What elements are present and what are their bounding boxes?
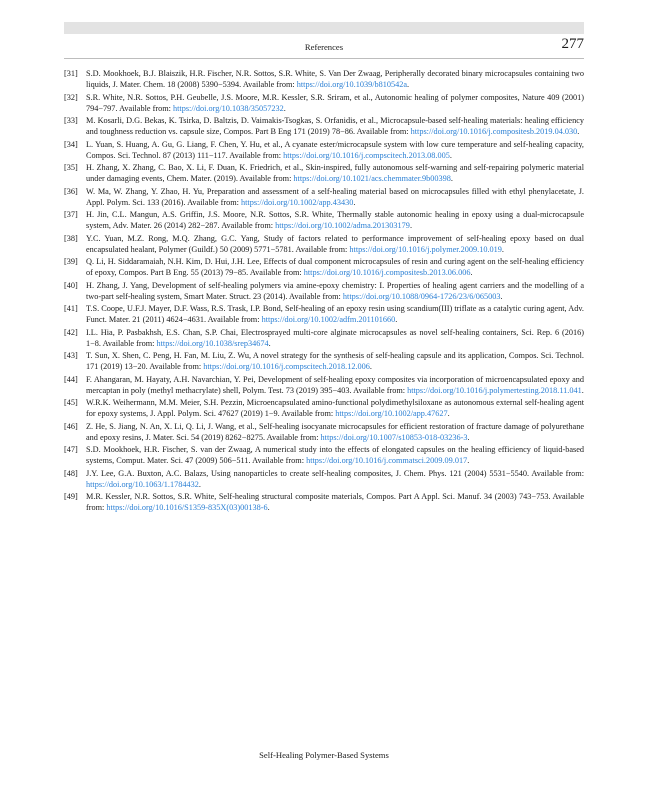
reference-item [64, 421, 584, 443]
header-band [64, 22, 584, 34]
reference-tail: . [268, 338, 271, 348]
reference-tail: . [470, 268, 473, 277]
reference-text: H. Zhang, X. Zhang, C. Bao, X. Li, F. Duan, K. Friedrich, et al., Skin-inspired, fully autonomous self-warning and self-repairing polymeric material under damaging events, Chem. Mater. (2019). Available from: [86, 163, 584, 183]
doi-link[interactable]: https://doi.org/10.1002/adma.201303179 [275, 221, 410, 230]
reference-text: F. Ahangaran, M. Hayaty, A.H. Navarchian, Y. Pei, Development of self-healing epoxy composites via incorporation of microencapsulated epoxy and mercaptan in poly (methyl methacrylate) shell, Polym. Test. 73 (2019) 395−403. Available from: [86, 374, 584, 395]
reference-tail: . [353, 197, 356, 207]
doi-link[interactable]: https://doi.org/10.1038/srep34674 [156, 338, 269, 348]
reference-tail: . [500, 291, 503, 301]
reference-text: S.D. Mookhoek, H.R. Fischer, S. van der Zwaag, A numerical study into the effects of elongated capsules on the healing efficiency of liquid-based systems, Comput. Mater. Sci. 47 (2009) 506−511. Available from: [86, 445, 584, 465]
reference-item [64, 303, 584, 325]
reference-text: Z. He, S. Jiang, N. An, X. Li, Q. Li, J. Wang, et al., Self-healing isocyanate microcapsules for efficient restoration of fracture damage of polyurethane and epoxy resins, J. Mater. Sci. 54 (2019) 8262−8275. Available from: [86, 421, 584, 442]
reference-tail: . [467, 432, 470, 442]
reference-number: [47] [64, 445, 78, 454]
reference-tail: . [447, 409, 450, 418]
reference-tail: . [267, 503, 270, 512]
reference-item [64, 115, 584, 137]
reference-item [64, 233, 584, 255]
reference-text: J.Y. Lee, G.A. Buxton, A.C. Balazs, Using nanoparticles to create self-healing composites, J. Chem. Phys. 121 (2004) 5531−5540. Available from: [86, 468, 584, 478]
doi-link[interactable]: https://doi.org/10.1016/j.compositesb.2013.06.006 [303, 268, 471, 277]
reference-text: W.R.K. Weihermann, M.M. Meier, S.H. Pezzin, Microencapsulated amino-functional polydimethylsiloxane as autonomous external self-healing agent for epoxy systems, J. Appl. Polym. Sci. 47627 (2019) 1−9. Available from: [86, 398, 584, 418]
reference-text: H. Jin, C.L. Mangun, A.S. Griffin, J.S. Moore, N.R. Sottos, S.R. White, Thermally stable autonomic healing in epoxy using a dual-microcapsule system, Adv. Mater. 26 (2014) 282−287. Available from: [86, 210, 584, 230]
reference-text: S.D. Mookhoek, B.J. Blaiszik, H.R. Fischer, N.R. Sottos, S.R. White, S. Van Der Zwaag, Peripherally decorated binary microcapsules containing two liquids, J. Mater. Chem. 18 (2008) 5390−5394. Available from: [86, 69, 584, 89]
reference-tail: . [409, 221, 412, 230]
reference-item [64, 350, 584, 372]
doi-link[interactable]: https://doi.org/10.1002/app.47627 [335, 409, 448, 418]
doi-link[interactable]: https://doi.org/10.1002/adfm.201101660 [261, 315, 396, 324]
reference-tail: . [467, 456, 470, 465]
reference-number: [36] [64, 186, 78, 196]
running-footer: Self-Healing Polymer-Based Systems [259, 750, 389, 760]
reference-number: [44] [64, 374, 78, 384]
reference-tail: . [581, 385, 584, 395]
reference-number: [31] [64, 69, 78, 78]
reference-number: [41] [64, 304, 78, 313]
reference-tail: . [501, 244, 504, 254]
reference-item [64, 468, 584, 490]
reference-number: [35] [64, 163, 78, 172]
reference-item [64, 374, 584, 396]
reference-number: [46] [64, 421, 78, 431]
page-number: 277 [561, 36, 584, 52]
reference-text: Y.C. Yuan, M.Z. Rong, M.Q. Zhang, G.C. Yang, Study of factors related to performance improvement of self-healing epoxy based on dual encapsulated healant, Polymer (Guildf.) 50 (2009) 5771−5781. Available from: [86, 233, 584, 254]
reference-number: [37] [64, 210, 78, 219]
reference-text: H. Zhang, J. Yang, Development of self-healing polymers via amine-epoxy chemistry: I. Properties of healing agent carriers and the modelling of a two-part self-healing system, Smart Mater. Struct. 23 (2014). Available from: [86, 280, 584, 301]
reference-number: [49] [64, 492, 78, 501]
reference-item [64, 280, 584, 302]
reference-item [64, 209, 584, 231]
reference-item [64, 139, 584, 161]
reference-item [64, 491, 584, 513]
reference-number: [33] [64, 116, 78, 125]
reference-tail: . [577, 127, 580, 136]
reference-item [64, 186, 584, 208]
reference-item [64, 92, 584, 114]
running-title: References [304, 42, 344, 52]
doi-link[interactable]: https://doi.org/10.1039/b810542a [296, 80, 408, 89]
reference-item [64, 444, 584, 466]
reference-tail: . [369, 362, 372, 371]
doi-link[interactable]: https://doi.org/10.1002/app.43430 [240, 197, 354, 207]
reference-item [64, 256, 584, 278]
doi-link[interactable]: https://doi.org/10.1088/0964-1726/23/6/065003 [342, 291, 501, 301]
reference-number: [32] [64, 92, 78, 102]
reference-text: L. Yuan, S. Huang, A. Gu, G. Liang, F. Chen, Y. Hu, et al., A cyanate ester/microcapsule system with low cure temperature and self-healing capacity, Compos. Sci. Technol. 87 (2013) 111−117. Available from: [86, 139, 584, 160]
reference-text: T.S. Coope, U.F.J. Mayer, D.F. Wass, R.S. Trask, I.P. Bond, Self-healing of an epoxy resin using scandium(III) triflate as a catalytic curing agent, Adv. Funct. Mater. 21 (2011) 4624−4631. Available from: [86, 304, 584, 324]
doi-link[interactable]: https://doi.org/10.1021/acs.chemmater.9b00398 [293, 174, 451, 183]
reference-text: M. Kosarli, D.G. Bekas, K. Tsirka, D. Baltzis, D. Vaimakis-Tsogkas, S. Orfanidis, et al., Microcapsule-based self-healing materials: healing efficiency and toughness reduction vs. capsule size, Compos. Part B Eng 171 (2019) 78−86. Available from: [86, 116, 584, 136]
doi-link[interactable]: https://doi.org/10.1016/j.compscitech.2013.08.005 [283, 150, 450, 160]
reference-tail: . [198, 479, 201, 489]
reference-text: W. Ma, W. Zhang, Y. Zhao, H. Yu, Preparation and assessment of a self-healing material based on microcapsules filled with ethyl phenylacetate, J. Appl. Polym. Sci. 133 (2016). Available from: [86, 186, 584, 207]
running-header [64, 36, 584, 59]
reference-tail: . [407, 80, 410, 89]
reference-number: [39] [64, 257, 78, 266]
doi-link[interactable]: https://doi.org/10.1016/j.compositesb.2019.04.030 [410, 127, 578, 136]
reference-item [64, 162, 584, 184]
doi-link[interactable]: https://doi.org/10.1016/j.polymertesting.2018.11.041 [407, 385, 582, 395]
reference-number: [42] [64, 327, 78, 337]
reference-tail: . [449, 150, 452, 160]
reference-item [64, 327, 584, 349]
reference-number: [40] [64, 280, 78, 290]
reference-number: [45] [64, 398, 78, 407]
reference-number: [43] [64, 351, 78, 360]
reference-text: M.R. Kessler, N.R. Sottos, S.R. White, Self-healing structural composite materials, Compos. Part A Appl. Sci. Manuf. 34 (2003) 743−753. Available from: [86, 492, 584, 512]
reference-number: [48] [64, 468, 78, 478]
doi-link[interactable]: https://doi.org/10.1007/s10853-018-03236-3 [320, 432, 468, 442]
doi-link[interactable]: https://doi.org/10.1016/j.polymer.2009.10.019 [349, 244, 502, 254]
reference-tail: . [450, 174, 453, 183]
reference-text: S.R. White, N.R. Sottos, P.H. Geubelle, J.S. Moore, M.R. Kessler, S.R. Sriram, et al., Autonomic healing of polymer composites, Nature 409 (2001) 794−797. Available from: [86, 92, 584, 113]
reference-item [64, 68, 584, 90]
reference-tail: . [395, 315, 398, 324]
doi-link[interactable]: https://doi.org/10.1038/35057232 [172, 103, 284, 113]
reference-number: [38] [64, 233, 78, 243]
reference-number: [34] [64, 139, 78, 149]
reference-text: T. Sun, X. Shen, C. Peng, H. Fan, M. Liu, Z. Wu, A novel strategy for the synthesis of self-healing capsule and its application, Compos. Sci. Technol. 171 (2019) 13−20. Available from: [86, 351, 584, 371]
reference-list [64, 68, 584, 515]
reference-text: I.L. Hia, P. Pasbakhsh, E.S. Chan, S.P. Chai, Electrosprayed multi-core alginate microcapsules as novel self-healing containers, Sci. Rep. 6 (2016) 1−8. Available from: [86, 327, 584, 348]
reference-tail: . [283, 103, 286, 113]
reference-item [64, 397, 584, 419]
doi-link[interactable]: https://doi.org/10.1016/j.compscitech.2018.12.006 [203, 362, 370, 371]
doi-link[interactable]: https://doi.org/10.1016/j.commatsci.2009.09.017 [306, 456, 468, 465]
doi-link[interactable]: https://doi.org/10.1063/1.1784432 [86, 479, 199, 489]
doi-link[interactable]: https://doi.org/10.1016/S1359-835X(03)00138-6 [106, 503, 268, 512]
reference-text: Q. Li, H. Siddaramaiah, N.H. Kim, D. Hui, J.H. Lee, Effects of dual component microcapsules of resin and curing agent on the self-healing efficiency of epoxy, Compos. Part B Eng. 55 (2013) 79−85. Available from: [86, 257, 584, 277]
